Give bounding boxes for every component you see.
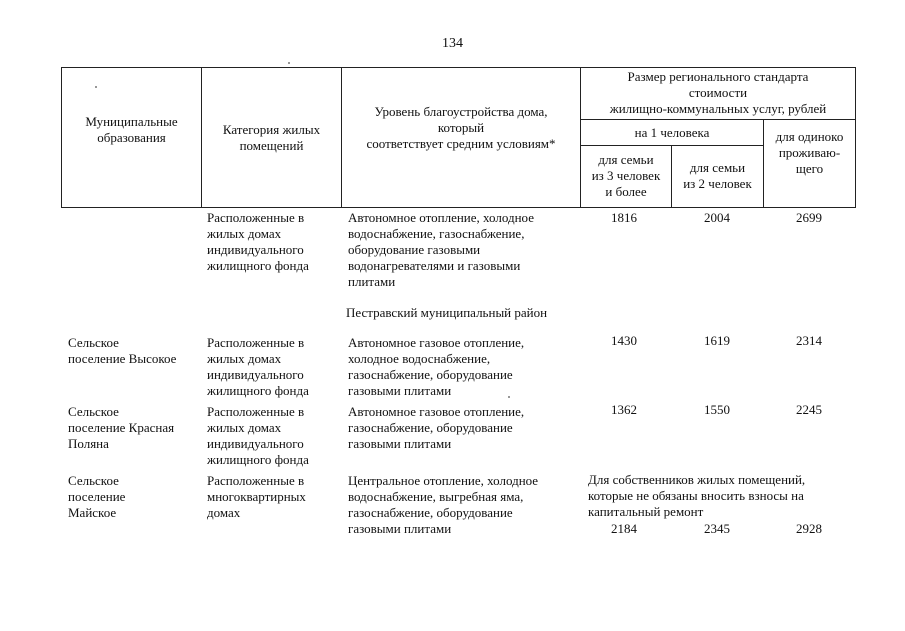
text-line: Расположенные в <box>207 335 305 350</box>
text-line: водонагревателями и газовыми <box>348 258 521 273</box>
row0-level <box>348 210 534 290</box>
header-standard-line: Размер регионального стандарта <box>627 69 809 84</box>
text-line: индивидуального <box>207 242 304 257</box>
row0-category <box>207 210 309 274</box>
row3-level <box>348 473 538 537</box>
text-line: жилых домах <box>207 420 282 435</box>
header-family3-line: из 3 человек <box>591 168 661 183</box>
text-line: поселение <box>68 489 126 504</box>
text-line: Сельское <box>68 404 119 419</box>
header-category-line: Категория жилых <box>222 122 321 137</box>
header-category-line: помещений <box>239 138 304 153</box>
text-line: которые не обязаны вносить взносы на <box>588 488 804 503</box>
text-line: индивидуального <box>207 367 304 382</box>
text-line: многоквартирных <box>207 489 306 504</box>
header-level <box>342 104 580 152</box>
text-line: капитальный ремонт <box>588 504 704 519</box>
text-line: жилых домах <box>207 351 282 366</box>
header-standard-size <box>581 69 855 117</box>
header-municipality-line: Муниципальные <box>85 114 178 129</box>
row1-value-single: 2314 <box>796 333 822 348</box>
row3-value-family3: 2184 <box>611 521 637 536</box>
text-line: плитами <box>348 274 396 289</box>
header-family3 <box>581 152 671 200</box>
text-line: Сельское <box>68 473 119 488</box>
header-municipality-line: образования <box>97 130 166 145</box>
row0-value-family2: 2004 <box>704 210 730 225</box>
text-line: оборудование газовыми <box>348 242 481 257</box>
scan-speck <box>288 62 290 64</box>
header-municipality <box>62 114 201 146</box>
text-line: газоснабжение, оборудование <box>348 367 513 382</box>
text-line: Для собственников жилых помещений, <box>588 472 806 487</box>
row2-value-family3: 1362 <box>611 402 637 417</box>
row3-municipality <box>68 473 125 521</box>
row0-value-family3: 1816 <box>611 210 637 225</box>
header-single-line: щего <box>795 161 824 176</box>
row3-value-single: 2928 <box>796 521 822 536</box>
text-line: Автономное газовое отопление, <box>348 404 525 419</box>
header-standard-line: стоимости <box>688 85 748 100</box>
header-per-person: на 1 человека <box>634 125 710 140</box>
header-level-line: соответствует средним условиям* <box>366 136 556 151</box>
text-line: жилых домах <box>207 226 282 241</box>
row2-level <box>348 404 524 452</box>
row1-level <box>348 335 524 399</box>
text-line: Расположенные в <box>207 210 305 225</box>
text-line: Расположенные в <box>207 473 305 488</box>
row0-value-single: 2699 <box>796 210 822 225</box>
text-line: газоснабжение, оборудование <box>348 505 513 520</box>
header-family3-line: и более <box>605 184 647 199</box>
text-line: водоснабжение, выгребная яма, <box>348 489 524 504</box>
text-line: газовыми плитами <box>348 383 452 398</box>
text-line: холодное водоснабжение, <box>348 351 491 366</box>
text-line: Расположенные в <box>207 404 305 419</box>
row2-category <box>207 404 309 468</box>
row1-value-family3: 1430 <box>611 333 637 348</box>
text-line: Поляна <box>68 436 109 451</box>
page-number: 134 <box>442 36 463 51</box>
row1-category <box>207 335 309 399</box>
row2-value-single: 2245 <box>796 402 822 417</box>
text-line: поселение Высокое <box>68 351 177 366</box>
header-single-line: проживаю- <box>778 145 841 160</box>
text-line: водоснабжение, газоснабжение, <box>348 226 525 241</box>
row3-category <box>207 473 306 521</box>
header-family3-line: для семьи <box>598 152 654 167</box>
scan-speck <box>95 86 97 88</box>
header-category <box>202 122 341 154</box>
header-level-line: Уровень благоустройства дома, <box>374 104 548 119</box>
row3-note <box>588 472 805 520</box>
text-line: жилищного фонда <box>207 258 309 273</box>
text-line: Автономное отопление, холодное <box>348 210 534 225</box>
text-line: газовыми плитами <box>348 521 452 536</box>
text-line: газовыми плитами <box>348 436 452 451</box>
text-line: домах <box>207 505 241 520</box>
header-family2-line: для семьи <box>689 160 746 175</box>
row1-municipality <box>68 335 176 367</box>
text-line: Автономное газовое отопление, <box>348 335 525 350</box>
header-single <box>764 129 855 177</box>
district-title: Пестравский муниципальный район <box>346 305 548 320</box>
row2-municipality <box>68 404 174 452</box>
text-line: Центральное отопление, холодное <box>348 473 539 488</box>
text-line: поселение Красная <box>68 420 175 435</box>
row1-value-family2: 1619 <box>704 333 730 348</box>
header-family2-line: из 2 человек <box>683 176 752 191</box>
header-level-line: который <box>437 120 485 135</box>
row3-value-family2: 2345 <box>704 521 730 536</box>
text-line: жилищного фонда <box>207 383 309 398</box>
header-standard-line: жилищно-коммунальных услуг, рублей <box>609 101 827 116</box>
text-line: газоснабжение, оборудование <box>348 420 513 435</box>
row2-value-family2: 1550 <box>704 402 730 417</box>
scan-speck <box>508 396 510 398</box>
header-single-line: для одиноко <box>775 129 844 144</box>
text-line: жилищного фонда <box>207 452 309 467</box>
text-line: Сельское <box>68 335 119 350</box>
text-line: Майское <box>68 505 117 520</box>
header-family2 <box>672 160 763 192</box>
text-line: индивидуального <box>207 436 304 451</box>
